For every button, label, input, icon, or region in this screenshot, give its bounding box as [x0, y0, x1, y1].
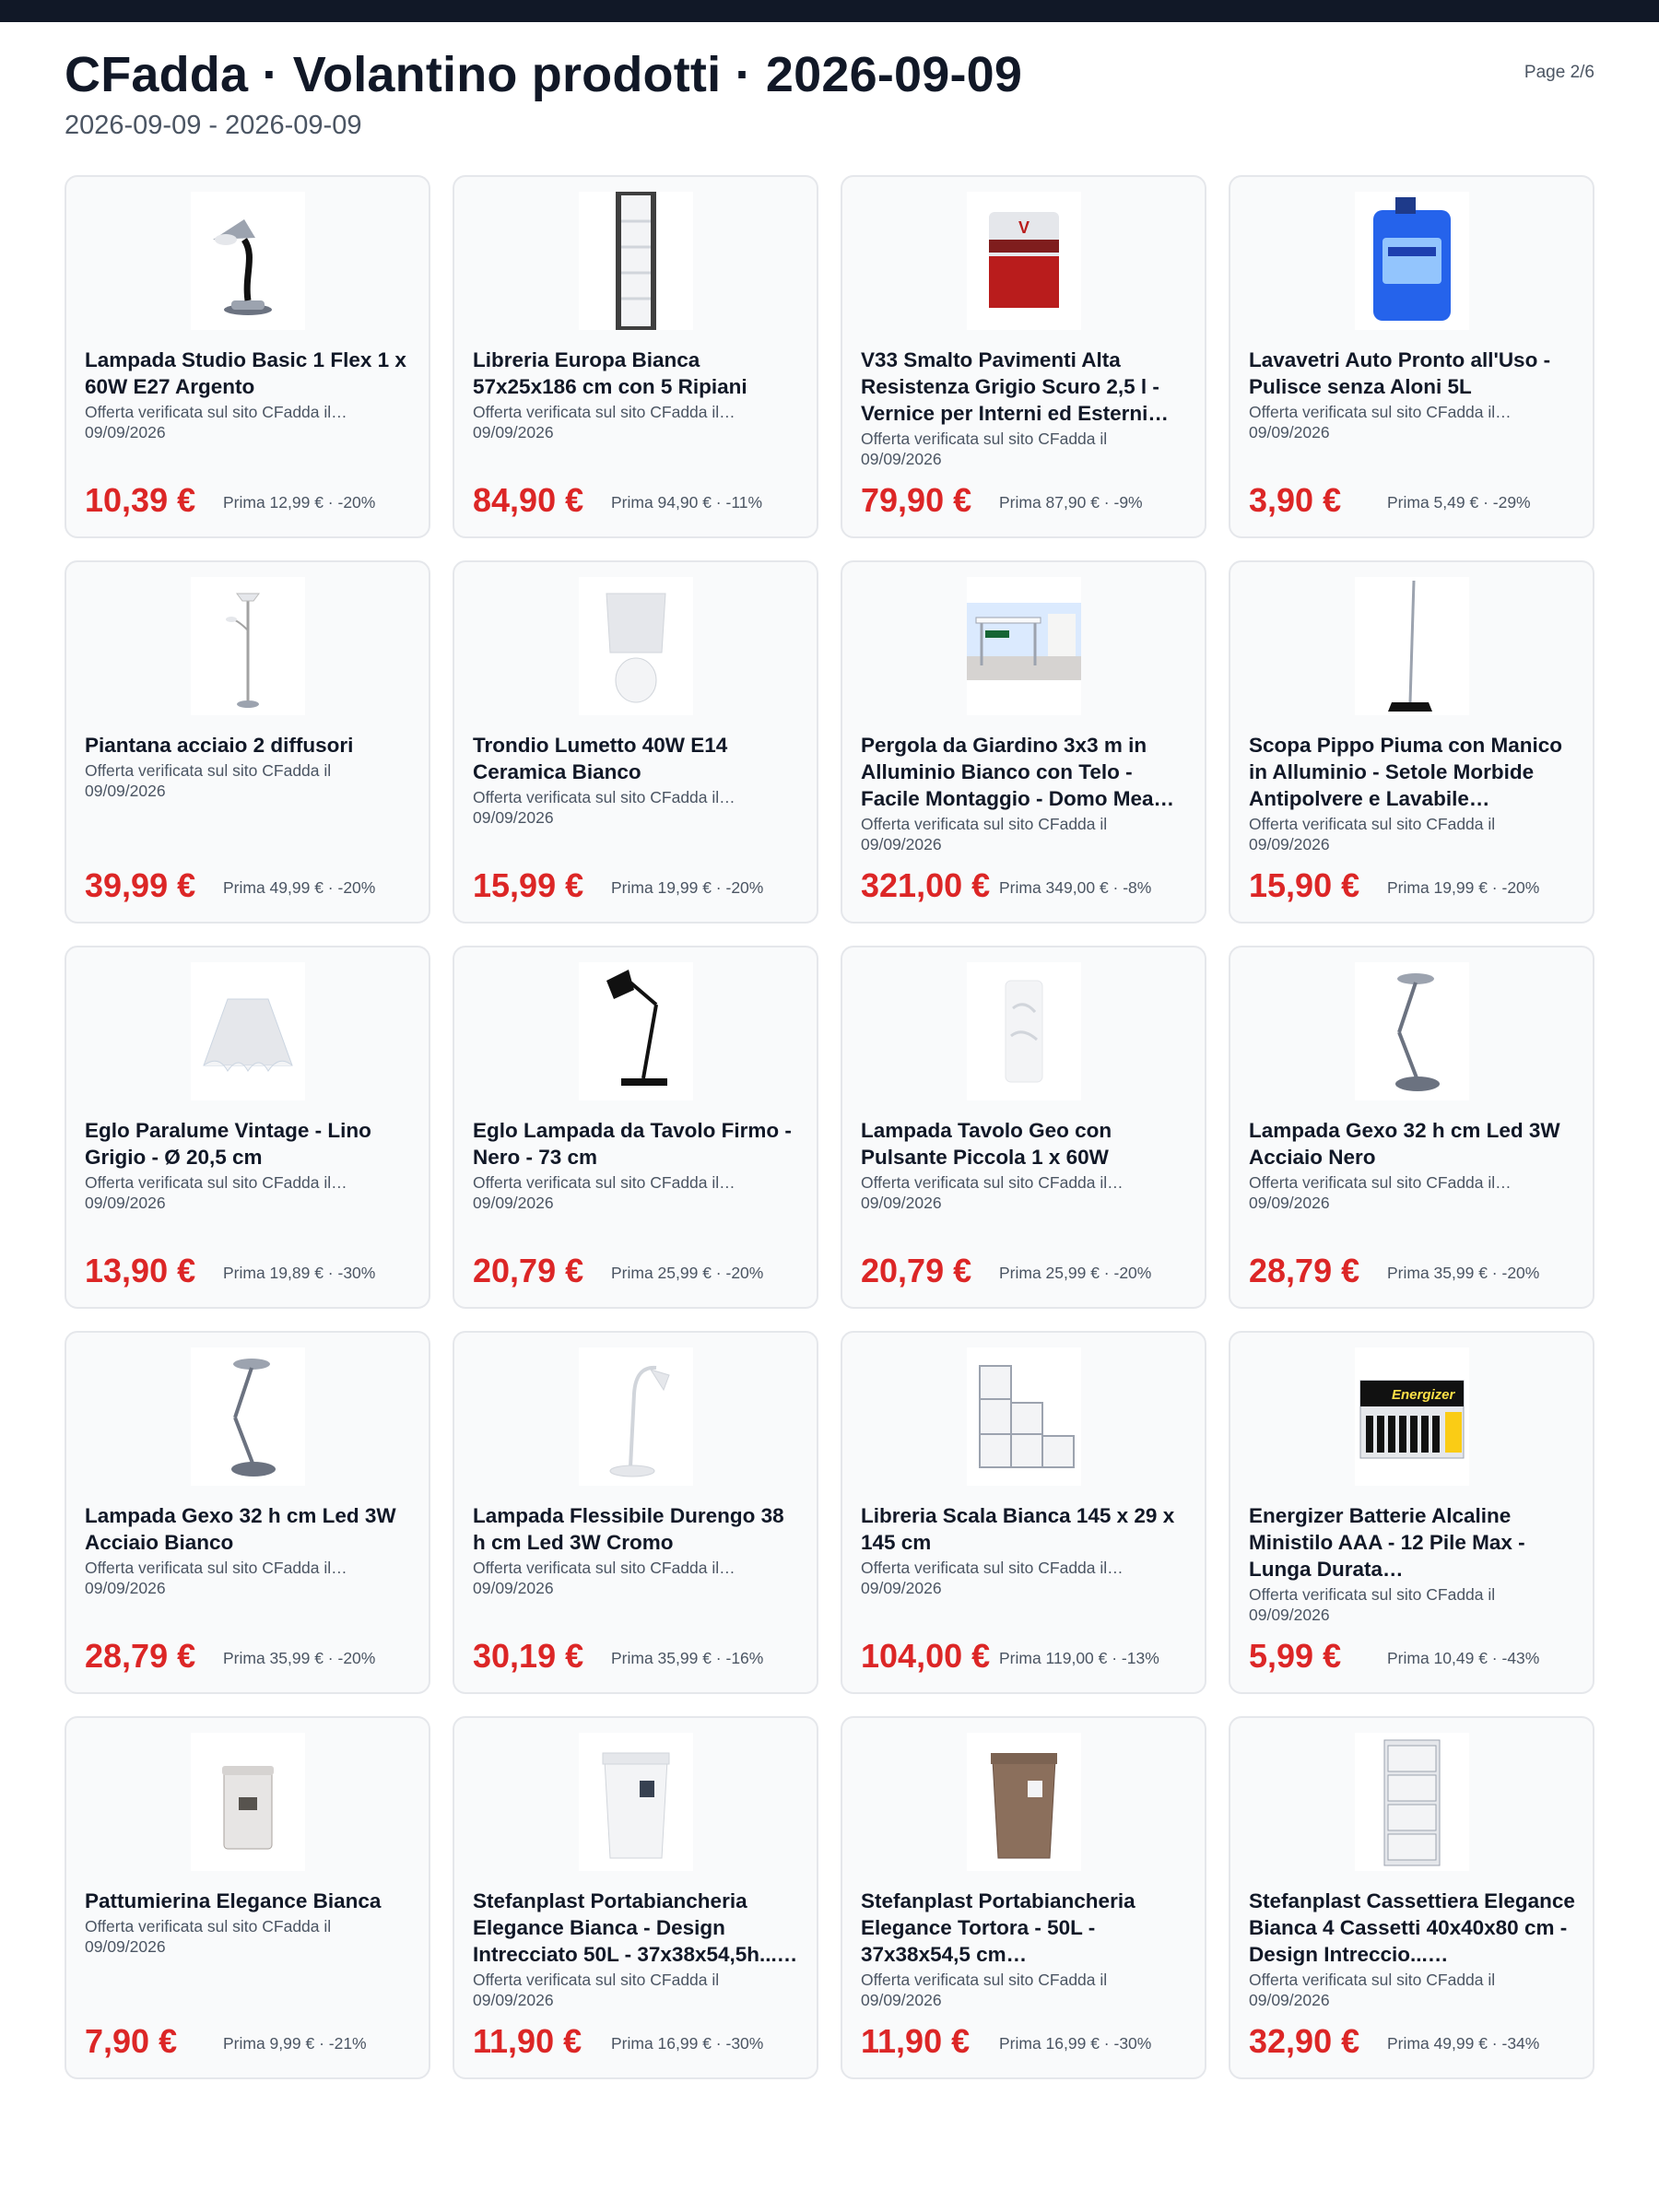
product-price: 30,19 €	[473, 1637, 584, 1675]
previous-price-discount: Prima 35,99 € · -20%	[223, 1649, 376, 1667]
product-name[interactable]	[473, 1502, 802, 1597]
product-name[interactable]	[1249, 347, 1578, 441]
architect-lamp-icon[interactable]	[579, 962, 693, 1100]
verification-note: Offerta verificata sul sito CFadda il 09/09/2026	[861, 1173, 1108, 1212]
led-desk-lamp-icon[interactable]	[1355, 962, 1469, 1100]
verification-note: Offerta verificata sul sito CFadda il 09/09/2026	[861, 815, 1108, 853]
pedal-bin-icon[interactable]	[191, 1733, 305, 1871]
previous-price-discount: Prima 35,99 € · -20%	[1387, 1264, 1540, 1282]
previous-price-discount: Prima 49,99 € · -20%	[223, 878, 376, 897]
product-name[interactable]	[473, 732, 802, 827]
product-price: 32,90 €	[1249, 2022, 1360, 2060]
previous-price-discount: Prima 349,00 € · -8%	[999, 878, 1152, 897]
product-name-text[interactable]: Pergola da Giardino 3x3 m in Alluminio Bianco con Telo - Facile Montaggio - Domo Mea	[861, 734, 1154, 810]
product-card[interactable]	[65, 946, 430, 1309]
verification-note: Offerta verificata sul sito CFadda il 09/09/2026	[861, 1559, 1108, 1597]
product-price: 3,90 €	[1249, 481, 1342, 519]
product-name-text[interactable]: Lampada Tavolo Geo con Pulsante Piccola 1 x 60W	[861, 1119, 1112, 1169]
product-card[interactable]	[1229, 175, 1594, 538]
product-name[interactable]	[85, 347, 414, 441]
pergola-icon[interactable]	[967, 577, 1081, 715]
product-card[interactable]	[453, 175, 818, 538]
product-name[interactable]	[85, 732, 414, 801]
flex-lamp-icon[interactable]	[579, 1347, 693, 1486]
date-range: 2026-09-09 - 2026-09-09	[65, 111, 362, 140]
product-name[interactable]	[1249, 1502, 1578, 1624]
verification-note: Offerta verificata sul sito CFadda il 09/09/2026	[85, 761, 332, 800]
product-price: 84,90 €	[473, 481, 584, 519]
product-card[interactable]	[65, 175, 430, 538]
product-card[interactable]	[1229, 560, 1594, 924]
product-name[interactable]	[1249, 1888, 1578, 2009]
product-name-text[interactable]: Trondio Lumetto 40W E14 Ceramica Bianco	[473, 734, 728, 783]
product-name-text[interactable]: V33 Smalto Pavimenti Alta Resistenza Grigio Scuro 2,5 l - Vernice per Interni ed Esterni	[861, 348, 1159, 425]
previous-price-discount: Prima 5,49 € · -29%	[1387, 493, 1531, 512]
verification-note: Offerta verificata sul sito CFadda il 09/09/2026	[473, 788, 720, 827]
product-price: 20,79 €	[861, 1252, 972, 1289]
product-name-text[interactable]: Lampada Gexo 32 h cm Led 3W Acciaio Nero	[1249, 1119, 1560, 1169]
product-name[interactable]	[861, 1888, 1190, 2009]
product-name-text[interactable]: Stefanplast Portabiancheria Elegance Tortora - 50L - 37x38x54,5 cm	[861, 1889, 1135, 1966]
paint-can-icon[interactable]	[967, 192, 1081, 330]
cylinder-lamp-icon[interactable]	[967, 962, 1081, 1100]
product-name[interactable]	[85, 1117, 414, 1212]
previous-price-discount: Prima 25,99 € · -20%	[611, 1264, 764, 1282]
product-name[interactable]	[861, 1502, 1190, 1597]
verification-note: Offerta verificata sul sito CFadda il 09/09/2026	[1249, 1585, 1496, 1624]
product-card[interactable]	[453, 1331, 818, 1694]
svg-text:Energizer: Energizer	[1391, 1387, 1454, 1403]
product-name[interactable]	[473, 1117, 802, 1212]
step-bookcase-icon[interactable]	[967, 1347, 1081, 1486]
product-price: 79,90 €	[861, 481, 972, 519]
page-title: CFadda · Volantino prodotti · 2026-09-09	[65, 47, 1023, 102]
product-card[interactable]	[841, 1716, 1206, 2079]
drawer-unit-icon[interactable]	[1355, 1733, 1469, 1871]
product-price: 13,90 €	[85, 1252, 196, 1289]
product-card[interactable]	[841, 946, 1206, 1309]
led-desk-lamp-icon[interactable]	[191, 1347, 305, 1486]
verification-note: Offerta verificata sul sito CFadda il 09/09/2026	[473, 403, 720, 441]
verification-note: Offerta verificata sul sito CFadda il 09/09/2026	[861, 429, 1108, 468]
verification-note: Offerta verificata sul sito CFadda il 09/09/2026	[473, 1559, 720, 1597]
product-name-text[interactable]: Lampada Studio Basic 1 Flex 1 x 60W E27 Argento	[85, 348, 406, 398]
lampshade-icon[interactable]	[191, 962, 305, 1100]
product-name-text[interactable]: Pattumierina Elegance Bianca	[85, 1889, 382, 1912]
product-name-text[interactable]: Piantana acciaio 2 diffusori	[85, 734, 354, 757]
table-lamp-icon[interactable]	[579, 577, 693, 715]
laundry-basket-brown-icon[interactable]	[967, 1733, 1081, 1871]
product-name-text[interactable]: Libreria Scala Bianca 145 x 29 x 145 cm	[861, 1504, 1175, 1554]
product-name-text[interactable]: Libreria Europa Bianca 57x25x186 cm con 5 Ripiani	[473, 348, 747, 398]
product-card[interactable]	[841, 560, 1206, 924]
previous-price-discount: Prima 25,99 € · -20%	[999, 1264, 1152, 1282]
product-name-text[interactable]: Lampada Gexo 32 h cm Led 3W Acciaio Bianco	[85, 1504, 396, 1554]
previous-price-discount: Prima 16,99 € · -30%	[999, 2034, 1152, 2053]
product-card[interactable]	[453, 560, 818, 924]
verification-note: Offerta verificata sul sito CFadda il 09/09/2026	[85, 403, 332, 441]
product-name-text[interactable]: Lampada Flessibile Durengo 38 h cm Led 3W Cromo	[473, 1504, 784, 1554]
product-card[interactable]	[65, 560, 430, 924]
previous-price-discount: Prima 19,99 € · -20%	[611, 878, 764, 897]
previous-price-discount: Prima 12,99 € · -20%	[223, 493, 376, 512]
verification-note: Offerta verificata sul sito CFadda il 09/09/2026	[85, 1173, 332, 1212]
product-name[interactable]	[861, 1117, 1190, 1212]
verification-note: Offerta verificata sul sito CFadda il 09/09/2026	[85, 1559, 332, 1597]
previous-price-discount: Prima 49,99 € · -34%	[1387, 2034, 1540, 2053]
product-name-text[interactable]: Scopa Pippo Piuma con Manico in Alluminio - Setole Morbide Antipolvere e Lavabile	[1249, 734, 1563, 810]
product-name-text[interactable]: Eglo Paralume Vintage - Lino Grigio - Ø 20,5 cm	[85, 1119, 371, 1169]
page-number: Page 2/6	[1524, 63, 1594, 82]
previous-price-discount: Prima 35,99 € · -16%	[611, 1649, 764, 1667]
product-price: 28,79 €	[1249, 1252, 1360, 1289]
product-name-text[interactable]: Stefanplast Cassettiera Elegance Bianca 4 Cassetti 40x40x80 cm - Design Intreccio...	[1249, 1889, 1575, 1966]
svg-text:V: V	[1018, 218, 1030, 237]
product-name-text[interactable]: Lavavetri Auto Pronto all'Uso - Pulisce senza Aloni 5L	[1249, 348, 1551, 398]
product-grid	[65, 175, 1594, 2079]
product-price: 20,79 €	[473, 1252, 584, 1289]
product-name[interactable]	[473, 1888, 802, 2009]
desk-lamp-icon[interactable]	[191, 192, 305, 330]
product-card[interactable]	[1229, 1331, 1594, 1694]
previous-price-discount: Prima 9,99 € · -21%	[223, 2034, 367, 2053]
product-price: 11,90 €	[861, 2022, 971, 2060]
previous-price-discount: Prima 94,90 € · -11%	[611, 493, 763, 512]
product-price: 5,99 €	[1249, 1637, 1342, 1675]
verification-note: Offerta verificata sul sito CFadda il 09/09/2026	[1249, 403, 1496, 441]
previous-price-discount: Prima 16,99 € · -30%	[611, 2034, 764, 2053]
previous-price-discount: Prima 87,90 € · -9%	[999, 493, 1143, 512]
product-card[interactable]	[1229, 946, 1594, 1309]
verification-note: Offerta verificata sul sito CFadda il 09/09/2026	[1249, 1173, 1496, 1212]
product-name-text[interactable]: Stefanplast Portabiancheria Elegance Bianca - Design Intrecciato 50L - 37x38x54,5h...	[473, 1889, 777, 1966]
verification-note: Offerta verificata sul sito CFadda il 09/09/2026	[473, 1971, 720, 2009]
product-name[interactable]	[861, 732, 1190, 853]
product-name-text[interactable]: Eglo Lampada da Tavolo Firmo - Nero - 73 cm	[473, 1119, 792, 1169]
verification-note: Offerta verificata sul sito CFadda il 09/09/2026	[1249, 1971, 1496, 2009]
floor-lamp-icon[interactable]	[191, 577, 305, 715]
verification-note: Offerta verificata sul sito CFadda il 09/09/2026	[85, 1917, 332, 1956]
batteries-icon[interactable]	[1355, 1347, 1469, 1486]
product-price: 104,00 €	[861, 1637, 991, 1675]
previous-price-discount: Prima 19,89 € · -30%	[223, 1264, 376, 1282]
broom-icon[interactable]	[1355, 577, 1469, 715]
product-name[interactable]	[473, 347, 802, 441]
product-price: 321,00 €	[861, 866, 991, 904]
product-price: 15,99 €	[473, 866, 584, 904]
detergent-tank-icon[interactable]	[1355, 192, 1469, 330]
product-price: 7,90 €	[85, 2022, 178, 2060]
product-name[interactable]	[861, 347, 1190, 468]
product-card[interactable]	[841, 175, 1206, 538]
product-card[interactable]	[65, 1716, 430, 2079]
product-price: 10,39 €	[85, 481, 196, 519]
verification-note: Offerta verificata sul sito CFadda il 09/09/2026	[473, 1173, 720, 1212]
product-card[interactable]	[1229, 1716, 1594, 2079]
product-price: 39,99 €	[85, 866, 196, 904]
product-name[interactable]	[1249, 732, 1578, 853]
previous-price-discount: Prima 19,99 € · -20%	[1387, 878, 1540, 897]
product-name[interactable]	[85, 1502, 414, 1597]
previous-price-discount: Prima 10,49 € · -43%	[1387, 1649, 1540, 1667]
product-name[interactable]	[85, 1888, 414, 1957]
product-card[interactable]	[841, 1331, 1206, 1694]
product-card[interactable]	[65, 1331, 430, 1694]
verification-note: Offerta verificata sul sito CFadda il 09/09/2026	[1249, 815, 1496, 853]
bookshelf-icon[interactable]	[579, 192, 693, 330]
product-card[interactable]	[453, 1716, 818, 2079]
product-name[interactable]	[1249, 1117, 1578, 1212]
product-price: 11,90 €	[473, 2022, 582, 2060]
product-price: 15,90 €	[1249, 866, 1360, 904]
previous-price-discount: Prima 119,00 € · -13%	[999, 1649, 1159, 1667]
product-card[interactable]	[453, 946, 818, 1309]
verification-note: Offerta verificata sul sito CFadda il 09/09/2026	[861, 1971, 1108, 2009]
product-price: 28,79 €	[85, 1637, 196, 1675]
product-name-text[interactable]: Energizer Batterie Alcaline Ministilo AAA - 12 Pile Max - Lunga Durata	[1249, 1504, 1525, 1581]
laundry-basket-white-icon[interactable]	[579, 1733, 693, 1871]
top-bar	[0, 0, 1659, 22]
